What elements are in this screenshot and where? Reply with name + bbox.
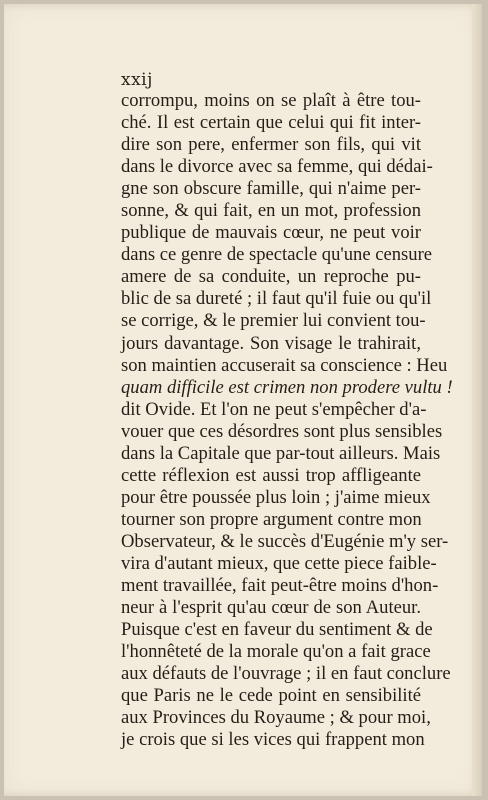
text-line: quam difficile est crimen non prodere vultu ! <box>121 376 453 398</box>
text-line: amere de sa conduite, un reproche pu- <box>121 266 421 288</box>
text-line: son maintien accuserait sa conscience : Heu <box>121 354 448 376</box>
text-line: corrompu, moins on se plaît à être tou- <box>121 90 421 111</box>
text-line: sonne, & qui fait, en un mot, profession <box>121 200 421 222</box>
text-line: Puisque c'est en faveur du sentiment & de <box>121 619 433 641</box>
text-line: vira d'autant mieux, que cette piece faible- <box>121 552 437 574</box>
text-line: se corrige, & le premier lui convient tou- <box>121 310 426 332</box>
page-edge <box>472 4 482 796</box>
text-line: jours davantage. Son visage le trahirait, <box>121 332 421 354</box>
text-line: cette réflexion est aussi trop affligeante <box>121 464 421 486</box>
text-line: ché. Il est certain que celui qui fit inter- <box>121 112 421 134</box>
text-line: dit Ovide. Et l'on ne peut s'empêcher d'a- <box>121 398 427 420</box>
text-line: dire son pere, enfermer son fils, qui vit <box>121 134 421 156</box>
text-line: dans le divorce avec sa femme, qui dédai- <box>121 156 433 178</box>
text-line: tourner son propre argument contre mon <box>121 508 422 530</box>
text-line: je crois que si les vices qui frappent mon <box>121 729 425 751</box>
text-line: aux Provinces du Royaume ; & pour moi, <box>121 707 431 729</box>
text-line: dans ce genre de spectacle qu'une censure <box>121 244 433 266</box>
text-line: l'honnêteté de la morale qu'on a fait grace <box>121 641 431 663</box>
text-line: neur à l'esprit qu'au cœur de son Auteur. <box>121 597 421 619</box>
text-line: Observateur, & le succès d'Eugénie m'y ser- <box>121 530 449 552</box>
text-line: gne son obscure famille, qui n'aime per- <box>121 178 421 200</box>
page-number: xxij <box>121 70 153 90</box>
text-line: publique de mauvais cœur, ne peut voir <box>121 222 421 244</box>
text-line: ment travaillée, fait peut-être moins d'hon- <box>121 575 439 597</box>
text-line: que Paris ne le cede point en sensibilité <box>121 685 421 707</box>
book-page <box>4 4 482 796</box>
text-line: blic de sa dureté ; il faut qu'il fuie ou qu'il <box>121 288 432 310</box>
text-line: dans la Capitale que par-tout ailleurs. Mais <box>121 442 441 464</box>
text-line: pour être poussée plus loin ; j'aime mieux <box>121 486 431 508</box>
text-line: vouer que ces désordres sont plus sensibles <box>121 420 443 442</box>
body-text <box>121 90 453 751</box>
text-line: aux défauts de l'ouvrage ; il en faut conclure <box>121 663 451 685</box>
